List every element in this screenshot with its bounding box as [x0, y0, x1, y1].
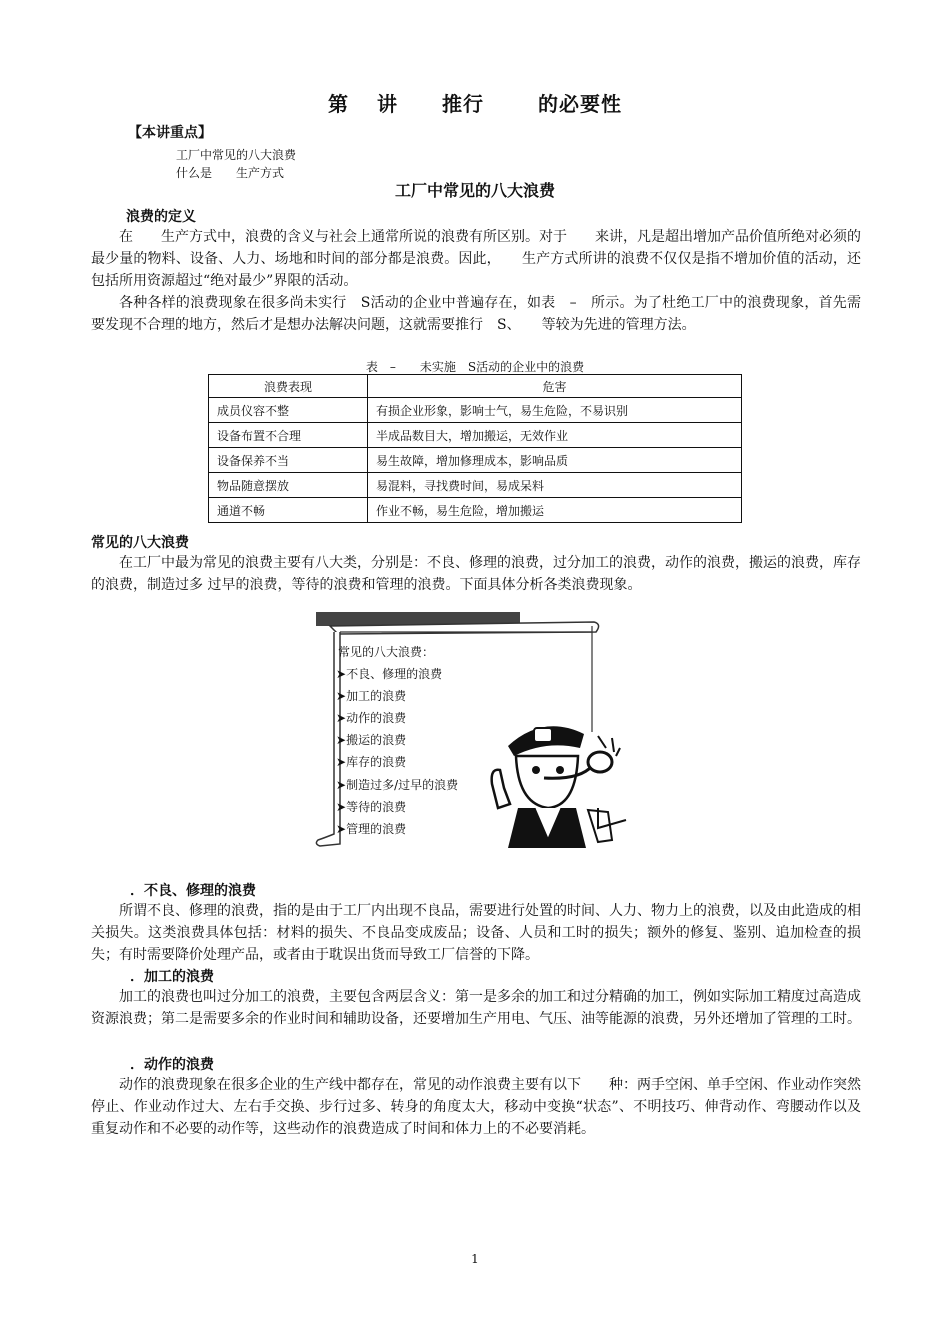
- definition-heading: 浪费的定义: [126, 209, 196, 225]
- table-row: [209, 473, 742, 498]
- arrow-bullet-icon: ➤: [336, 800, 347, 814]
- police-whistle-icon: [488, 708, 634, 848]
- table-cell: 易混料，寻找费时间，易成呆料: [368, 473, 742, 498]
- scroll-title: 常见的八大浪费：: [338, 645, 435, 659]
- processing-heading: ．加工的浪费: [130, 969, 214, 985]
- table-row: [209, 398, 742, 423]
- table-cell: 物品随意摆放: [209, 473, 368, 498]
- arrow-bullet-icon: ➤: [336, 822, 347, 836]
- defect-heading: ．不良、修理的浪费: [130, 883, 256, 899]
- eight-wastes-heading: 常见的八大浪费: [91, 535, 189, 551]
- title-part: 第: [328, 92, 349, 116]
- scroll-list-item: 动作的浪费: [346, 711, 407, 725]
- title-part: 的必要性: [538, 92, 622, 116]
- key-points-heading: 【本讲重点】: [128, 125, 212, 141]
- arrow-bullet-icon: ➤: [336, 733, 347, 747]
- arrow-bullet-icon: ➤: [336, 667, 347, 681]
- table-cell: 设备保养不当: [209, 448, 368, 473]
- table-row: [209, 423, 742, 448]
- waste-table: [208, 374, 742, 523]
- table-cell: 半成品数目大，增加搬运，无效作业: [368, 423, 742, 448]
- page-number: 1: [471, 1252, 479, 1266]
- scroll-list-item: 制造过多/过早的浪费: [346, 778, 459, 792]
- scroll-list-item: 不良、修理的浪费: [346, 667, 443, 681]
- table-cell: 成员仪容不整: [209, 398, 368, 423]
- table-row: [209, 498, 742, 523]
- motion-heading: ．动作的浪费: [130, 1057, 214, 1073]
- eight-wastes-paragraph: 在工厂中最为常见的浪费主要有八大类，分别是：不良、修理的浪费，过分加工的浪费，动作的浪费，搬运的浪费，库存的浪费，制造过多 过早的浪费，等待的浪费和管理的浪费。下面具体分析各类浪费现象。: [91, 555, 861, 593]
- table-cell: 有损企业形象，影响士气，易生危险，不易识别: [368, 398, 742, 423]
- table-row: [209, 448, 742, 473]
- table-header: 浪费表现: [209, 375, 368, 398]
- definition-paragraph: 各种各样的浪费现象在很多尚未实行 S活动的企业中普遍存在，如表 – 所示。为了杜绝工厂中的浪费现象，首先需要发现不合理的地方，然后才是想办法解决问题，这就需要推行 S、 等较为先进的管理方法。: [91, 295, 861, 333]
- arrow-bullet-icon: ➤: [336, 711, 347, 725]
- scroll-list-item: 加工的浪费: [346, 689, 407, 703]
- arrow-bullet-icon: ➤: [336, 778, 347, 792]
- table-cell: 设备布置不合理: [209, 423, 368, 448]
- definition-paragraph: 在 生产方式中，浪费的含义与社会上通常所说的浪费有所区别。对于 来讲，凡是超出增加产品价值所绝对必须的最少量的物料、设备、人力、场地和时间的部分都是浪费。因此， 生产方式所讲的浪费不仅仅是指不增加价值的活动，还包括所用资源超过“绝对最少”界限的活动。: [91, 229, 861, 289]
- key-point-item: 什么是 生产方式: [176, 166, 285, 180]
- defect-paragraph: 所谓不良、修理的浪费，指的是由于工厂内出现不良品，需要进行处置的时间、人力、物力上的浪费，以及由此造成的相关损失。这类浪费具体包括：材料的损失、不良品变成废品；设备、人员和工时的损失；额外的修复、鉴别、追加检查的损失；有时需要降价处理产品，或者由于耽误出货而导致工厂信誉的下降。: [91, 903, 861, 963]
- arrow-bullet-icon: ➤: [336, 755, 347, 769]
- table-header-row: [209, 375, 742, 398]
- processing-paragraph: 加工的浪费也叫过分加工的浪费，主要包含两层含义：第一是多余的加工和过分精确的加工，例如实际加工精度过高造成资源浪费；第二是需要多余的作业时间和辅助设备，还要增加生产用电、气压、油等能源的浪费，另外还增加了管理的工时。: [91, 989, 861, 1027]
- page-title: [0, 88, 950, 117]
- scroll-list-item: 库存的浪费: [346, 755, 407, 769]
- key-point-item: 工厂中常见的八大浪费: [176, 148, 297, 162]
- motion-paragraph: 动作的浪费现象在很多企业的生产线中都存在，常见的动作浪费主要有以下 种：两手空闲、单手空闲、作业动作突然停止、作业动作过大、左右手交换、步行过多、转身的角度太大，移动中变换“状态”、不明技巧、伸背动作、弯腰动作以及重复动作和不必要的动作等，这些动作的浪费造成了时间和体力上的不必要消耗。: [91, 1077, 861, 1137]
- table-header: 危害: [368, 375, 742, 398]
- table-cell: 作业不畅，易生危险，增加搬运: [368, 498, 742, 523]
- scroll-list-item: 搬运的浪费: [346, 733, 407, 747]
- table-caption: 表 – 未实施 S活动的企业中的浪费: [365, 360, 585, 374]
- scroll-list-item: 管理的浪费: [346, 822, 407, 836]
- arrow-bullet-icon: ➤: [336, 689, 347, 703]
- title-part: 讲: [377, 92, 398, 116]
- scroll-list-item: 等待的浪费: [346, 800, 407, 814]
- section-title: 工厂中常见的八大浪费: [394, 181, 555, 200]
- title-part: 推行: [442, 92, 484, 116]
- table-cell: 易生故障，增加修理成本，影响品质: [368, 448, 742, 473]
- table-cell: 通道不畅: [209, 498, 368, 523]
